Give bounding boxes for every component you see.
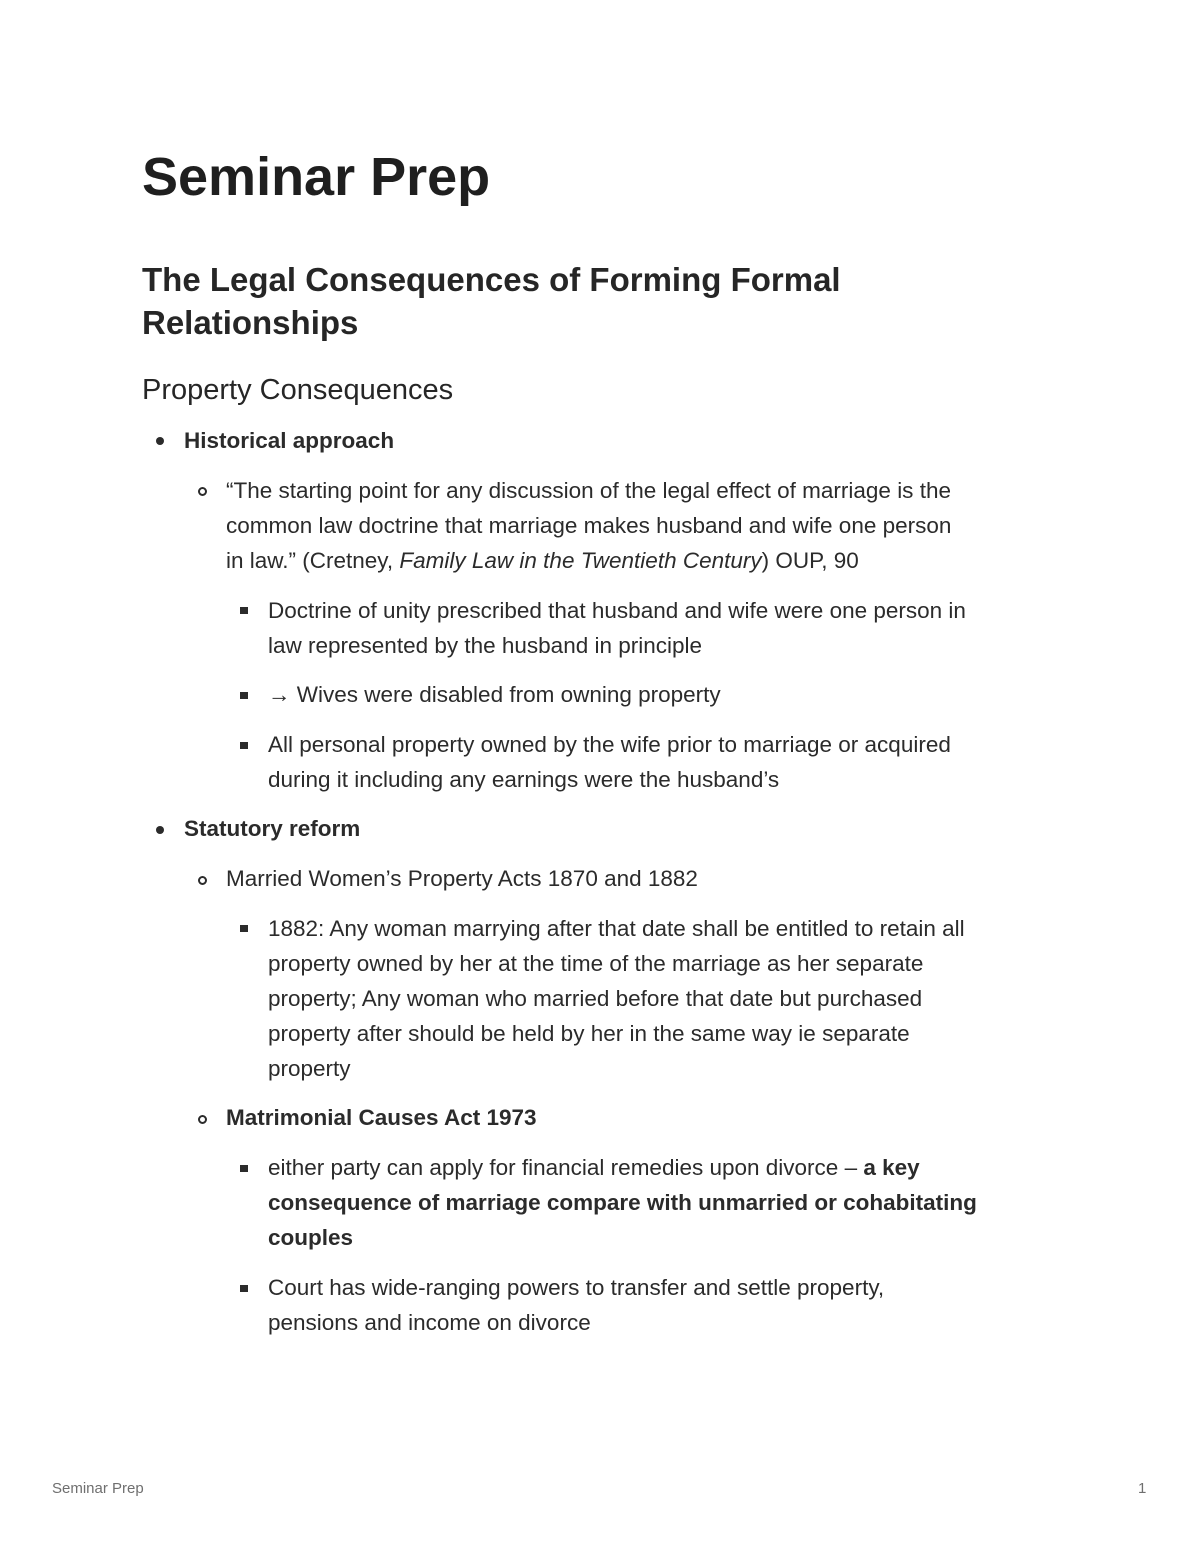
quote-text: in law.” (Cretney,: [226, 548, 400, 573]
remedies-emphasis: consequence of marriage compare with unmarried or cohabitating: [268, 1190, 977, 1215]
bullet-square-icon: [240, 607, 248, 614]
bullet-square-icon: [240, 1165, 248, 1172]
citation-suffix: ) OUP, 90: [761, 548, 859, 573]
section-heading: The Legal Consequences of Forming Formal Relationships: [142, 261, 841, 341]
list-item-1882: 1882: Any woman marrying after that date shall be entitled to retain all: [268, 916, 965, 941]
list-item-financial-remedies: [268, 1150, 920, 1185]
quote-line: common law doctrine that marriage makes husband and wife one person: [226, 513, 952, 538]
quote-line: “The starting point for any discussion of the legal effect of marriage is the: [226, 478, 951, 503]
bullet-circle-icon: [198, 876, 207, 885]
bullet-disc-icon: [156, 826, 164, 834]
bullet-square-icon: [240, 742, 248, 749]
list-item-unity: Doctrine of unity prescribed that husband and wife were one person in: [268, 598, 966, 623]
subsection-heading: Property Consequences: [142, 374, 454, 406]
footer-doc-name: Seminar Prep: [52, 1480, 144, 1497]
list-item-mwpa: Married Women’s Property Acts 1870 and 1882: [226, 866, 698, 891]
bullet-square-icon: [240, 925, 248, 932]
list-item-1882: property owned by her at the time of the marriage as her separate: [268, 951, 924, 976]
book-title: Family Law in the Twentieth Century: [399, 548, 762, 573]
list-item-court-powers: Court has wide-ranging powers to transfer and settle property,: [268, 1275, 885, 1300]
list-item-historical-approach: Historical approach: [184, 428, 395, 453]
remedies-emphasis: couples: [268, 1225, 354, 1250]
list-item-1882: property: [268, 1056, 351, 1081]
list-item-personal-property: All personal property owned by the wife prior to marriage or acquired: [268, 732, 951, 757]
page-title: Seminar Prep: [142, 147, 491, 207]
list-item-wives-disabled: → Wives were disabled from owning property: [268, 682, 721, 707]
quote-citation-line: [226, 543, 859, 578]
list-item-1882: property; Any woman who married before that date but purchased: [268, 986, 923, 1011]
remedies-text: either party can apply for financial remedies upon divorce –: [268, 1155, 864, 1180]
bullet-circle-icon: [198, 487, 207, 496]
list-item-court-powers: pensions and income on divorce: [268, 1310, 591, 1335]
list-item-1882: property after should be held by her in the same way ie separate: [268, 1021, 910, 1046]
bullet-square-icon: [240, 1285, 248, 1292]
list-item-mca: Matrimonial Causes Act 1973: [226, 1105, 537, 1130]
list-item-personal-property: during it including any earnings were the husband’s: [268, 767, 780, 792]
list-item-statutory-reform: Statutory reform: [184, 816, 361, 841]
remedies-emphasis: a key: [863, 1155, 920, 1180]
bullet-disc-icon: [156, 437, 164, 445]
bullet-square-icon: [240, 692, 248, 699]
list-item-unity: law represented by the husband in principle: [268, 633, 703, 658]
footer-page-number: 1: [1138, 1480, 1147, 1497]
bullet-circle-icon: [198, 1115, 207, 1124]
